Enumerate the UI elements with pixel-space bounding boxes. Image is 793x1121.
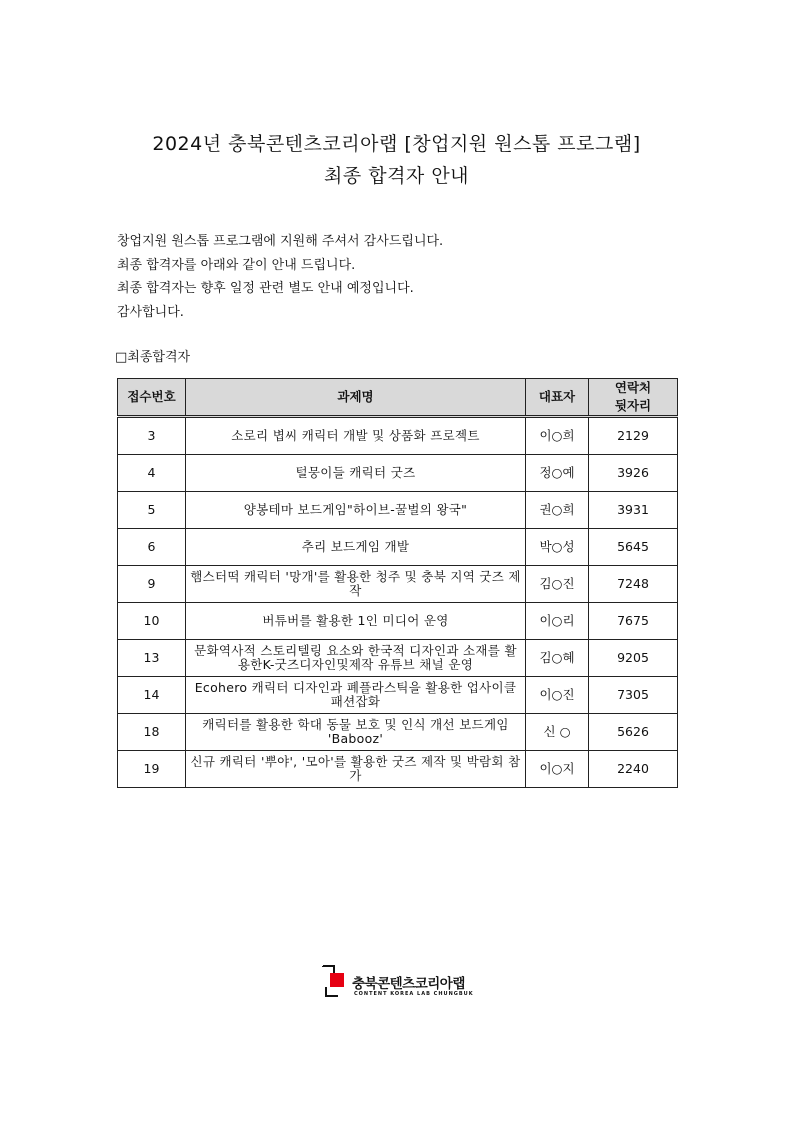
cell-number: 9 [118,566,186,603]
table-row [118,714,678,751]
cell-number: 3 [118,417,186,455]
cell-contact: 3931 [589,492,678,529]
cell-contact: 9205 [589,640,678,677]
cell-representative: 이○희 [526,417,589,455]
cell-representative: 이○리 [526,603,589,640]
cell-representative: 정○예 [526,455,589,492]
table-row [118,529,678,566]
cell-project: 햄스터떡 캐릭터 '망개'를 활용한 청주 및 충북 지역 굿즈 제작 [186,566,526,603]
cell-contact: 7675 [589,603,678,640]
cell-project: 버튜버를 활용한 1인 미디어 운영 [186,603,526,640]
title-line-2: 최종 합격자 안내 [323,165,470,187]
cell-number: 4 [118,455,186,492]
cell-project: Ecohero 캐릭터 디자인과 폐플라스틱을 활용한 업사이클 패션잡화 [186,677,526,714]
intro-line-2: 최종 합격자를 아래와 같이 안내 드립니다. [117,257,356,273]
table-row [118,417,678,455]
cell-number: 14 [118,677,186,714]
table-row [118,751,678,788]
table-row [118,640,678,677]
organization-logo [322,963,482,1003]
cell-project: 소로리 볍씨 캐릭터 개발 및 상품화 프로젝트 [186,417,526,455]
table-row [118,492,678,529]
cell-number: 18 [118,714,186,751]
cell-project: 양봉테마 보드게임"하이브-꿀벌의 왕국" [186,492,526,529]
intro-paragraph [117,230,443,324]
cell-project: 문화역사적 스토리텔링 요소와 한국적 디자인과 소재를 활용한K-굿즈디자인및제작 유튜브 채널 운영 [186,640,526,677]
cell-project: 추리 보드게임 개발 [186,529,526,566]
intro-line-4: 감사합니다. [117,304,184,320]
header-contact-line-1: 연락처 [614,380,652,395]
cell-representative: 이○지 [526,751,589,788]
cell-representative: 김○진 [526,566,589,603]
table-header-row [118,379,678,417]
cell-contact: 7248 [589,566,678,603]
cell-contact: 5626 [589,714,678,751]
finalist-table [117,378,678,788]
cell-representative: 박○성 [526,529,589,566]
cell-number: 10 [118,603,186,640]
cell-project: 캐릭터를 활용한 학대 동물 보호 및 인식 개선 보드게임 'Babooz' [186,714,526,751]
cell-number: 6 [118,529,186,566]
header-contact-line-2: 뒷자리 [614,398,652,413]
title-line-1: 2024년 충북콘텐츠코리아랩 [창업지원 원스톱 프로그램] [152,133,641,155]
header-project: 과제명 [186,379,526,417]
cell-project: 털뭉이들 캐릭터 굿즈 [186,455,526,492]
section-label: □최종합격자 [115,350,191,365]
cell-number: 13 [118,640,186,677]
intro-line-3: 최종 합격자는 향후 일정 관련 별도 안내 예정입니다. [117,281,414,296]
cell-contact: 2129 [589,417,678,455]
logo-subtitle: CONTENT KOREA LAB CHUNGBUK [354,991,474,997]
cell-contact: 7305 [589,677,678,714]
table-row [118,455,678,492]
cell-representative: 신 ○ [526,714,589,751]
cell-contact: 5645 [589,529,678,566]
cell-number: 5 [118,492,186,529]
header-contact [589,379,678,417]
cell-project: 신규 캐릭터 '뿌야', '모아'를 활용한 굿즈 제작 및 박람회 참가 [186,751,526,788]
logo-mark-icon [322,963,348,999]
table-row [118,566,678,603]
header-representative: 대표자 [526,379,589,417]
document-title [0,128,793,192]
cell-contact: 3926 [589,455,678,492]
cell-representative: 권○희 [526,492,589,529]
table-row [118,677,678,714]
cell-representative: 김○혜 [526,640,589,677]
cell-number: 19 [118,751,186,788]
cell-representative: 이○진 [526,677,589,714]
intro-line-1: 창업지원 원스톱 프로그램에 지원해 주셔서 감사드립니다. [117,234,444,249]
table-row [118,603,678,640]
header-number: 접수번호 [118,379,186,417]
logo-name: 충북콘텐츠코리아랩 [352,976,465,992]
cell-contact: 2240 [589,751,678,788]
